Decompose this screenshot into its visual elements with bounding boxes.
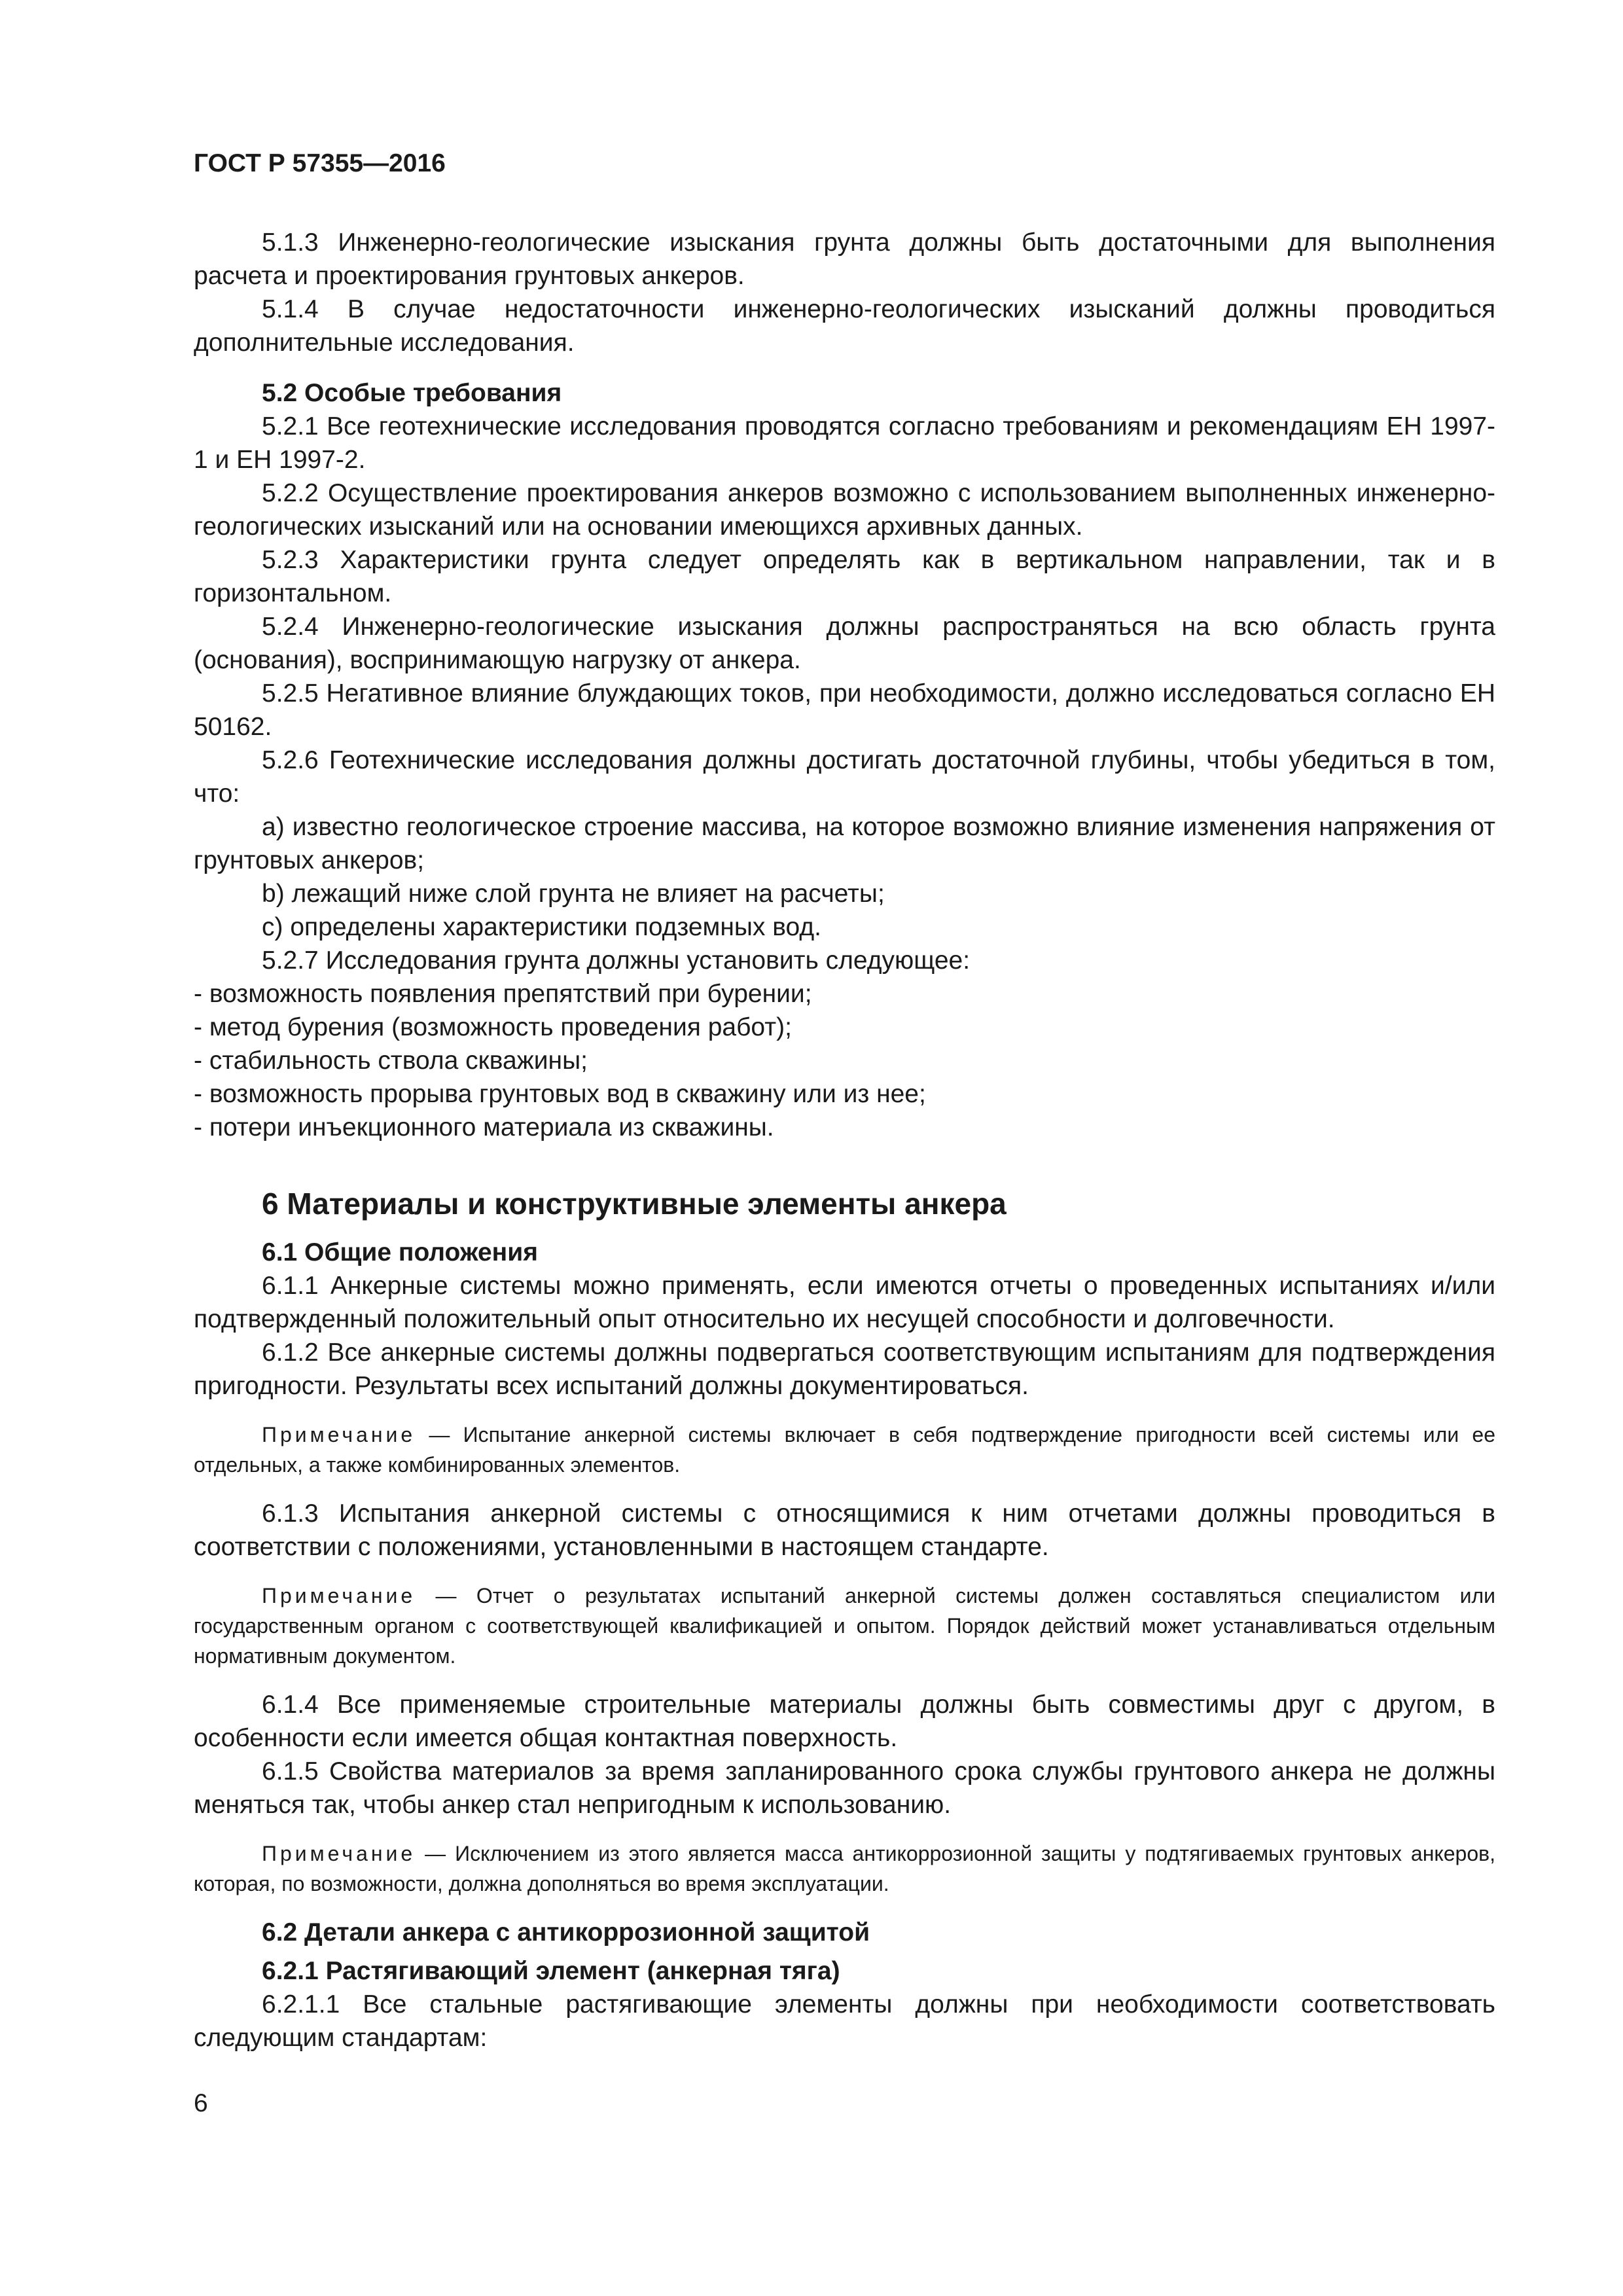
list-item: - потери инъекционного материала из скважины. xyxy=(194,1113,774,1141)
paragraph: 5.2.6 Геотехнические исследования должны достигать достаточной глубины, чтобы убедиться в том, что: xyxy=(194,746,1495,808)
note xyxy=(194,1581,1495,1671)
list-item: - возможность появления препятствий при бурении; xyxy=(194,980,812,1008)
subsection-heading: 6.1 Общие положения xyxy=(262,1238,538,1266)
note xyxy=(194,1839,1495,1899)
paragraph: 5.2.1 Все геотехнические исследования проводятся согласно требованиям и рекомендациям ЕН 1997-1 и ЕН 1997-2. xyxy=(194,412,1495,474)
subsection-heading: 5.2 Особые требования xyxy=(262,379,562,407)
note xyxy=(194,1420,1495,1480)
page-number: 6 xyxy=(194,2089,208,2117)
document-body xyxy=(194,226,1495,2054)
note-text: — Испытание анкерной системы включает в себя подтверждение пригодности всей системы или ее отдельных, а также комбинированных элементов. xyxy=(194,1423,1495,1477)
list-item: - возможность прорыва грунтовых вод в скважину или из нее; xyxy=(194,1080,926,1108)
document-header: ГОСТ Р 57355—2016 xyxy=(194,149,446,177)
list-item: c) определены характеристики подземных вод. xyxy=(262,913,821,941)
subsection-heading: 6.2 Детали анкера с антикоррозионной защитой xyxy=(262,1918,870,1946)
paragraph: 5.1.4 В случае недостаточности инженерно-геологических изысканий должны проводиться дополнительные исследования. xyxy=(194,295,1495,357)
paragraph: 5.2.5 Негативное влияние блуждающих токов, при необходимости, должно исследоваться согласно ЕН 50162. xyxy=(194,679,1495,741)
paragraph: 6.1.3 Испытания анкерной системы с относящимися к ним отчетами должны проводиться в соответствии с положениями, установленными в настоящем стандарте. xyxy=(194,1499,1495,1561)
list-item: - стабильность ствола скважины; xyxy=(194,1047,588,1075)
paragraph: 6.1.2 Все анкерные системы должны подвергаться соответствующим испытаниям для подтверждения пригодности. Результаты всех испытаний должны документироваться. xyxy=(194,1338,1495,1400)
section-heading: 6 Материалы и конструктивные элементы анкера xyxy=(262,1187,1007,1221)
paragraph: 5.2.7 Исследования грунта должны установить следующее: xyxy=(262,946,971,975)
note-label: Примечание xyxy=(262,1423,416,1446)
note-text: — Отчет о результатах испытаний анкерной системы должен составляться специалистом или государственным органом с соответствующей квалификацией и опытом. Порядок действий может устанавливаться отдельным нормативным документом. xyxy=(194,1584,1495,1668)
list-item: - метод бурения (возможность проведения работ); xyxy=(194,1013,792,1041)
paragraph: 5.2.3 Характеристики грунта следует определять как в вертикальном направлении, так и в горизонтальном. xyxy=(194,546,1495,607)
paragraph: 6.1.5 Свойства материалов за время запланированного срока службы грунтового анкера не должны меняться так, чтобы анкер стал непригодным к использованию. xyxy=(194,1757,1495,1819)
list-item: а) известно геологическое строение массива, на которое возможно влияние изменения напряжения от грунтовых анкеров; xyxy=(194,813,1495,874)
note-label: Примечание xyxy=(262,1584,416,1607)
note-text: — Исключением из этого является масса антикоррозионной защиты у подтягиваемых грунтовых анкеров, которая, по возможности, должна дополняться во время эксплуатации. xyxy=(194,1842,1495,1895)
paragraph: 5.2.2 Осуществление проектирования анкеров возможно с использованием выполненных инженерно-геологических изысканий или на основании имеющихся архивных данных. xyxy=(194,479,1495,541)
list-item: b) лежащий ниже слой грунта не влияет на расчеты; xyxy=(262,880,885,908)
paragraph: 5.1.3 Инженерно-геологические изыскания грунта должны быть достаточными для выполнения расчета и проектирования грунтовых анкеров. xyxy=(194,228,1495,290)
paragraph: 6.2.1.1 Все стальные растягивающие элементы должны при необходимости соответствовать следующим стандартам: xyxy=(194,1990,1495,2052)
paragraph: 6.1.4 Все применяемые строительные материалы должны быть совместимы друг с другом, в особенности если имеется общая контактная поверхность. xyxy=(194,1691,1495,1752)
note-label: Примечание xyxy=(262,1842,416,1865)
paragraph: 6.1.1 Анкерные системы можно применять, если имеются отчеты о проведенных испытаниях и/или подтвержденный положительный опыт относительно их несущей способности и долговечности. xyxy=(194,1272,1495,1333)
subsection-heading: 6.2.1 Растягивающий элемент (анкерная тяга) xyxy=(262,1957,840,1985)
paragraph: 5.2.4 Инженерно-геологические изыскания должны распространяться на всю область грунта (основания), воспринимающую нагрузку от анкера. xyxy=(194,613,1495,674)
